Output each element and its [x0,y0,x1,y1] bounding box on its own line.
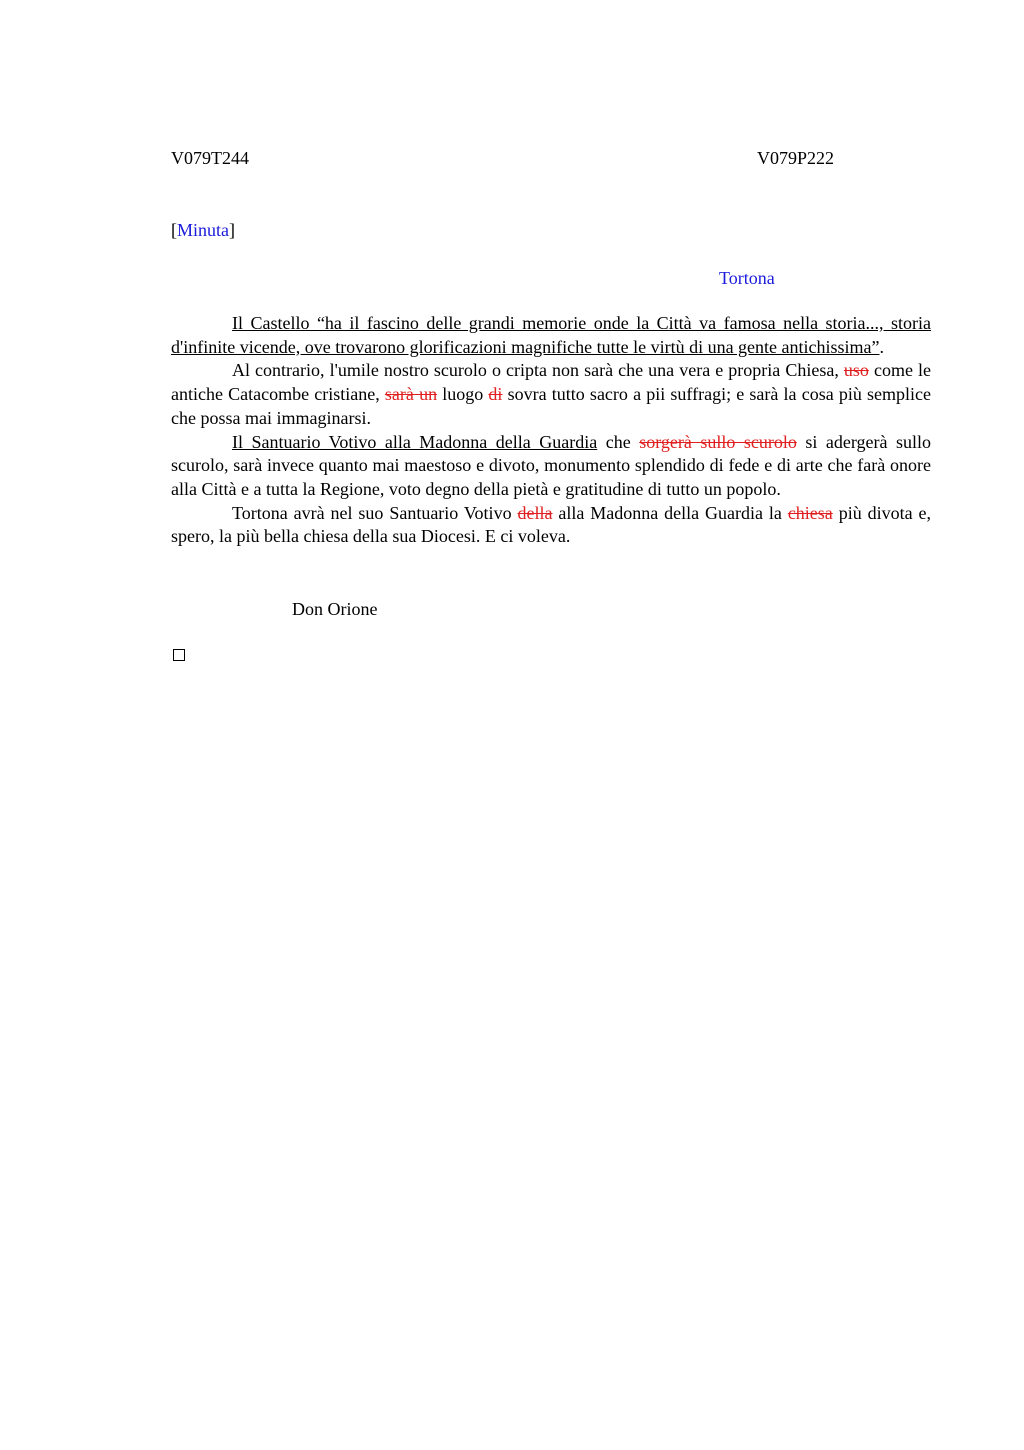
deleted-word: chiesa [787,502,833,523]
paragraph-4 [171,502,931,549]
header-left-code: V079T244 [171,148,249,168]
signature: Don Orione [292,599,378,619]
label-text: Minuta [177,220,229,240]
deleted-word: di [488,384,503,405]
underlined-title: Il Santuario Votivo alla Madonna della Guardia [232,431,598,452]
paragraph-2-text-d: sovra tutto sacro a pii suffragi; e sarà la cosa più semplice che possa mai immaginarsi. [171,384,931,428]
paragraph-4-text-a: Tortona avrà nel suo Santuario Votivo [232,502,518,523]
paragraph-2 [171,359,931,430]
paragraph-1 [171,312,931,359]
deleted-word: sarà un [384,384,438,405]
paragraph-2-text-c: luogo [437,384,489,405]
paragraph-3 [171,431,931,502]
header-right-code: V079P222 [757,148,835,168]
paragraph-3-text-a: che [597,431,640,452]
paragraph-2-text-a: Al contrario, l'umile nostro scurolo o cripta non sarà che una vera e propria Chiesa, [232,360,844,381]
quoted-passage: Il Castello “ha il fascino delle grandi memorie onde la Città va famosa nella storia..., storia d'infinite vicende, ove trovarono glorificazioni magnifiche tutte le virtù di una gente antichissima” [171,313,931,357]
paragraph-1-end: . [879,336,885,357]
paragraph-2-text-b: come le antiche Catacombe cristiane, [171,360,931,405]
deleted-word: uso [843,360,869,381]
label-open-bracket: [ [171,220,177,240]
place-heading: Tortona [719,268,775,288]
paragraph-3-text-b: si adergerà sullo scurolo, sarà invece quanto mai maestoso e divoto, monumento splendido di fede e di arte che farà onore alla Città e a tutta la Regione, voto degno della pietà e gratitudine di tutto un popolo. [171,431,931,499]
paragraph-4-text-c: più divota e, spero, la più bella chiesa della sua Diocesi. E ci voleva. [171,502,931,547]
label-close-bracket: ] [229,220,235,240]
minuta-label [171,218,235,242]
paragraph-4-text-b: alla Madonna della Guardia la [552,502,788,523]
letter-body [171,312,931,549]
deleted-word: sorgerà sullo scurolo [639,431,797,452]
square-outline-icon [173,649,185,661]
deleted-word: della [517,502,553,523]
